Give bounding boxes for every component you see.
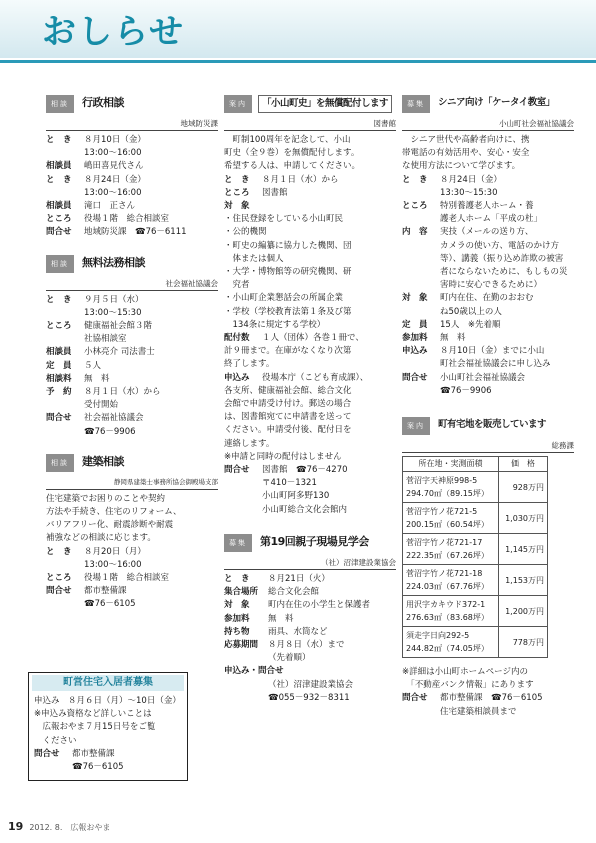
row-label: と き [46, 135, 72, 145]
row-value: 町内在住、在勤のおおむ [440, 293, 534, 304]
property-cell [403, 565, 499, 596]
row-label: 相談員 [46, 201, 72, 212]
text-line: は、図書館宛てに申請書を送って [224, 412, 352, 423]
section-org: 図書館 [224, 118, 396, 131]
info-row [224, 477, 396, 490]
property-cell [403, 472, 499, 503]
info-row [402, 240, 574, 253]
row-value: ☎76－9906 [84, 426, 136, 437]
section-choshi [224, 92, 396, 517]
row-value: ８月20日（月） [84, 546, 146, 557]
row-label [224, 692, 268, 705]
text-line: 連絡します。 [224, 438, 275, 449]
row-label: 問合せ [46, 413, 72, 424]
info-row [402, 358, 574, 371]
row-label [402, 706, 440, 719]
info-row [46, 426, 218, 439]
row-value: 役場本庁（こども育成課）、 [262, 372, 369, 383]
property-address: 菅沼字竹ノ花721-17 [406, 538, 483, 548]
section-badge: 案内 [402, 417, 430, 435]
row-value: 無 料 [268, 613, 294, 624]
row-value: 滝口 正さん [84, 201, 136, 212]
row-value: 小山町総合文化会館内 [262, 504, 348, 515]
row-value [262, 200, 396, 213]
row-label [46, 187, 84, 200]
table-row [403, 627, 548, 658]
info-row [46, 174, 218, 187]
text-line: 各支所、健康福祉会館、総合文化 [224, 385, 352, 396]
property-address: 菅沼字天神原998-5 [406, 476, 478, 486]
row-label [46, 147, 84, 160]
row-value: 小山町阿多野130 [262, 491, 330, 502]
info-row [402, 319, 574, 332]
row-value: 等）、講義（振り込め詐欺の被害 [440, 253, 564, 264]
info-row [224, 174, 396, 187]
text-line: 広報おやま７月15日号をご覧 [34, 722, 156, 733]
text-line: 体または個人 [224, 253, 284, 264]
info-row [46, 412, 218, 425]
row-value: 13:00～15:30 [84, 307, 142, 318]
section-gyosei [46, 92, 218, 240]
table-row [403, 565, 548, 596]
text-line: 究者 [224, 280, 250, 291]
info-row [402, 385, 574, 398]
row-value: ☎055－932－8311 [268, 692, 350, 703]
row-label: 問合せ [224, 465, 250, 476]
row-label: 問合せ [402, 372, 428, 383]
section-takuchi [402, 414, 574, 719]
row-value: ８月21日（火） [268, 573, 330, 584]
row-value: 都市整備課 [72, 748, 115, 759]
row-label: 定 員 [46, 360, 72, 371]
property-address: 用沢字カキウド372-1 [406, 600, 486, 610]
row-label [46, 559, 84, 572]
section-badge: 案内 [224, 95, 252, 113]
section-title: 行政相談 [82, 96, 124, 109]
text-line: ・学校（学校教育法第１条及び第 [224, 306, 352, 317]
text-line: 申込み ８月６日（月）～10日（金） [34, 696, 181, 706]
info-row [224, 626, 396, 639]
section-badge: 相談 [46, 95, 74, 113]
info-row [224, 692, 396, 705]
row-value: 特別養護老人ホーム・養 [440, 201, 534, 212]
row-value: ☎76－9906 [440, 385, 492, 396]
section-homu [46, 252, 218, 439]
row-label: 対 象 [224, 201, 250, 212]
info-row [402, 372, 574, 385]
section-badge: 募集 [224, 534, 252, 552]
row-value: 都市整備課 [84, 586, 127, 597]
info-row [46, 360, 218, 373]
row-value: 嶋田喜見代さん [84, 161, 144, 172]
info-row [46, 187, 218, 200]
property-area: 224.03㎡（67.76坪） [406, 582, 489, 592]
row-value: （社）沼津建設業協会 [268, 679, 354, 690]
page-number: 19 [8, 820, 24, 833]
text-line: シニア世代や高齢者向けに、携 [402, 135, 530, 145]
text-line: 希望する人は、申請してください。 [224, 161, 361, 172]
info-row [402, 266, 574, 279]
property-cell [403, 503, 499, 534]
text-line: ・公的機関 [224, 227, 267, 238]
row-label [46, 598, 84, 611]
col-header: 所在地・実測面積 [403, 457, 499, 472]
row-label: 定 員 [402, 319, 428, 330]
info-row [46, 585, 218, 598]
info-row [224, 613, 396, 626]
text-line: ・大学・博物館等の研究機関、研 [224, 267, 352, 278]
info-row [224, 639, 396, 652]
row-label: と き [402, 174, 428, 185]
property-area: 222.35㎡（67.26坪） [406, 551, 489, 561]
issue-label: 2012. 8. 広報おやま [29, 823, 111, 832]
row-label [402, 253, 440, 266]
row-value: ９月５日（水） [84, 294, 144, 305]
text-line: 町史（全９巻）を無償配付します。 [224, 148, 360, 159]
info-row [46, 333, 218, 346]
row-label [402, 306, 440, 319]
info-row [46, 598, 218, 611]
row-value: 町社会福祉協議会に申し込み [440, 359, 551, 370]
section-org: 総務課 [402, 440, 574, 453]
text-line: 134条に規定する学校） [224, 319, 326, 330]
row-value: ８月10日（金）までに小山 [440, 346, 545, 357]
info-row [46, 213, 218, 226]
section-title: 町営住宅入居者募集 [32, 675, 184, 691]
info-row [402, 200, 574, 213]
row-label: ところ [46, 573, 72, 584]
row-label [224, 504, 262, 517]
text-line: ※申込み資格など詳しいことは [34, 709, 152, 720]
col-header: 価 格 [498, 457, 547, 472]
row-value: 者にならないために、もしもの災 [440, 267, 568, 278]
row-value: ８月24日（金） [440, 174, 502, 185]
section-housing-recruit [28, 672, 188, 781]
row-label: ところ [46, 321, 72, 332]
info-row [402, 306, 574, 319]
info-row [224, 187, 396, 200]
row-label: 問合せ [402, 693, 428, 704]
text-line: 会館で申請受け付け。郵送の場合 [224, 399, 352, 410]
row-label: 参加料 [402, 333, 428, 344]
row-value: ね50歳以上の人 [440, 306, 502, 317]
row-label: 問合せ [46, 227, 72, 238]
row-value: 役場１階 総合相談室 [84, 214, 170, 225]
row-value: 地域防災課 ☎76－6111 [84, 227, 187, 238]
text-line: 帯電話の有効活用や、安心・安全 [402, 148, 530, 159]
row-value: ８月24日（金） [84, 174, 146, 185]
row-value: 〒410－1321 [262, 478, 317, 489]
row-value: 住宅建築相談員まで [440, 706, 517, 717]
text-line: ※申請と同時の配付はしません [224, 451, 342, 462]
page-title: おしらせ [42, 12, 185, 52]
row-value: ８月１日（水）から [84, 387, 161, 398]
text-line: 補強などの相談に応じます。 [46, 533, 156, 544]
row-label: 申込み [224, 372, 250, 383]
info-row [46, 346, 218, 359]
text-line: ください。申請受付後、配付日を [224, 425, 352, 436]
property-area: 244.82㎡（74.05坪） [406, 644, 489, 654]
row-label: 相談員 [46, 161, 72, 172]
property-price: 1,030万円 [498, 503, 547, 534]
info-row [46, 399, 218, 412]
property-price: 778万円 [498, 627, 547, 658]
info-row [402, 174, 574, 187]
info-row [46, 147, 218, 160]
row-value: 無 料 [84, 373, 110, 384]
text-line: 町制100周年を記念して、小山 [224, 135, 351, 145]
row-label [224, 490, 262, 503]
row-label: ところ [402, 201, 428, 212]
table-row [403, 596, 548, 627]
row-value: 町内在住の小学生と保護者 [268, 600, 371, 611]
property-address: 菅沼字竹ノ花721-5 [406, 507, 478, 517]
row-value: 受付開始 [84, 400, 119, 411]
row-value: 13:00～16:00 [84, 187, 142, 198]
info-row [402, 213, 574, 226]
row-label: 集合場所 [224, 587, 259, 598]
info-row [224, 332, 396, 345]
info-row [402, 226, 574, 239]
info-row [224, 679, 396, 692]
row-value: 13:00～16:00 [84, 559, 142, 570]
info-row [46, 307, 218, 320]
row-value: 実技（メールの送り方、 [440, 227, 534, 238]
row-value: ８月１日（水）から [262, 174, 339, 185]
info-row [224, 652, 396, 665]
property-cell [403, 627, 499, 658]
row-label: 問合せ [46, 586, 72, 597]
property-area: 294.70㎡（89.15坪） [406, 489, 489, 499]
info-row [224, 464, 396, 477]
section-kengaku [224, 531, 396, 705]
property-address: 須走字日向292-5 [406, 631, 470, 641]
row-label [402, 187, 440, 200]
text-line: バリアフリー化、耐震診断や耐震 [46, 520, 174, 531]
column-right [402, 92, 574, 731]
text-line: ・小山町企業懇話会の所属企業 [224, 293, 344, 304]
text-line: 終了します。 [224, 359, 275, 370]
row-label [402, 240, 440, 253]
row-label [46, 399, 84, 412]
text-line: 住宅建築でお困りのことや契約 [46, 493, 166, 504]
property-area: 200.15㎡（60.54坪） [406, 520, 489, 530]
info-row [224, 665, 396, 678]
row-label: 対 象 [224, 600, 250, 611]
row-value: ８月10日（金） [84, 135, 146, 145]
section-title: 建築相談 [82, 454, 124, 468]
section-org: 地域防災課 [46, 118, 218, 131]
row-value: 13:00～16:00 [84, 148, 142, 159]
info-row [402, 345, 574, 358]
info-row [46, 572, 218, 585]
row-value: ５人 [84, 360, 102, 371]
info-row [402, 332, 574, 345]
row-label: と き [224, 174, 250, 185]
header-rule [0, 60, 596, 63]
row-value: ☎76－6105 [72, 762, 124, 773]
row-value: 13:30～15:30 [440, 187, 498, 198]
row-label: 内 容 [402, 227, 428, 238]
row-value: 無 料 [440, 333, 466, 344]
section-title: 第19回親子現場見学会 [260, 534, 369, 548]
info-row [46, 200, 218, 213]
info-row [402, 692, 574, 705]
property-price: 1,145万円 [498, 534, 547, 565]
section-title: シニア向け「ケータイ教室」 [438, 97, 555, 108]
info-row [46, 320, 218, 333]
row-value: 図書館 [262, 187, 288, 198]
text-line: ・町史の編纂に協力した機関、団 [224, 240, 352, 251]
row-label: 対 象 [402, 293, 428, 304]
row-label: と き [46, 546, 72, 557]
column-middle [224, 92, 396, 717]
info-row [46, 160, 218, 173]
row-value: 15人 ※先着順 [440, 319, 501, 330]
property-price: 928万円 [498, 472, 547, 503]
info-row [402, 279, 574, 292]
row-label [34, 761, 72, 774]
row-label: と き [46, 294, 72, 305]
row-label: と き [46, 174, 72, 185]
row-label: 相談料 [46, 373, 72, 384]
row-label [224, 679, 268, 692]
info-row [224, 490, 396, 503]
row-label [402, 279, 440, 292]
text-line: 計９冊まで。在庫がなくなり次第 [224, 346, 352, 357]
info-row [402, 253, 574, 266]
info-row [46, 546, 218, 559]
row-value: 小林亮介 司法書士 [84, 347, 155, 358]
row-label: 相談員 [46, 347, 72, 358]
info-row [224, 200, 396, 213]
page-header [0, 0, 596, 70]
section-kenchiku [46, 451, 218, 612]
info-row [46, 294, 218, 307]
row-label: 参加料 [224, 613, 250, 624]
row-label: 申込み・問合せ [224, 666, 284, 677]
info-row [46, 386, 218, 399]
property-area: 276.63㎡（83.68坪） [406, 613, 489, 623]
info-row [224, 504, 396, 517]
row-label: と き [224, 573, 250, 584]
info-row [402, 292, 574, 305]
row-value: カメラの使い方、電話のかけ方 [440, 240, 560, 251]
row-value: 護老人ホーム「平成の杜」 [440, 214, 543, 225]
section-org: 社会福祉協議会 [46, 278, 218, 291]
table-row [403, 503, 548, 534]
info-row [46, 559, 218, 572]
row-value: ８月８日（水）まで [268, 639, 345, 650]
row-label: 応募期間 [224, 639, 259, 650]
property-cell [403, 534, 499, 565]
property-address: 菅沼字竹ノ花721-18 [406, 569, 483, 579]
info-row [46, 134, 218, 147]
text-line: 「不動産バンク情報」にあります [402, 680, 534, 691]
row-value: 都市整備課 ☎76－6105 [440, 693, 543, 704]
row-label [224, 477, 262, 490]
table-row [403, 534, 548, 565]
section-title: 町有宅地を販売しています [438, 419, 547, 431]
column-left [46, 92, 218, 624]
section-org: 静岡県建築士事務所協会御殿場支部 [46, 477, 218, 490]
text-line: 方法や手続き、住宅のリフォーム、 [46, 507, 182, 518]
row-label [402, 213, 440, 226]
text-line: な使用方法について学びます。 [402, 161, 521, 172]
section-title: 無料法務相談 [82, 255, 145, 269]
row-label: 配付数 [224, 333, 250, 344]
row-label [46, 426, 84, 439]
row-label: ところ [224, 187, 250, 198]
section-keitai [402, 92, 574, 398]
info-row [224, 573, 396, 586]
property-price: 1,153万円 [498, 565, 547, 596]
row-label [224, 652, 268, 665]
property-cell [403, 596, 499, 627]
text-line: ください [34, 735, 77, 746]
row-value: ☎76－6105 [84, 599, 136, 610]
info-row [34, 761, 182, 774]
row-label [46, 307, 84, 320]
row-value: 社会福祉協議会 [84, 413, 144, 424]
section-badge: 相談 [46, 255, 74, 273]
info-row [224, 599, 396, 612]
text-line: ※詳細は小山町ホームページ内の [402, 667, 528, 678]
section-org: （社）沼津建設業協会 [224, 557, 396, 570]
info-row [402, 706, 574, 719]
row-value: １人（団体）各巻１冊で、 [262, 333, 364, 344]
row-label [46, 333, 84, 346]
property-price: 1,200万円 [498, 596, 547, 627]
row-value: 役場１階 総合相談室 [84, 573, 170, 584]
info-row [46, 226, 218, 239]
row-value: 害時に安心できるために） [440, 280, 543, 291]
info-row [34, 748, 182, 761]
table-row [403, 472, 548, 503]
text-line: ・住民登録をしている小山町民 [224, 214, 344, 225]
property-table [402, 456, 548, 658]
info-row [402, 187, 574, 200]
row-value: 小山町社会福祉協議会 [440, 372, 526, 383]
row-value: 雨具、水筒など [268, 626, 328, 637]
row-label: 問合せ [34, 748, 60, 759]
row-label [402, 266, 440, 279]
row-label [402, 358, 440, 371]
row-label: 申込み [402, 346, 428, 357]
section-badge: 相談 [46, 454, 74, 472]
row-label: 予 約 [46, 387, 72, 398]
row-label: ところ [46, 214, 72, 225]
row-label [402, 385, 440, 398]
row-value: 図書館 ☎76－4270 [262, 465, 348, 476]
row-value [284, 665, 396, 678]
info-row [46, 373, 218, 386]
row-value: （先着順） [268, 653, 311, 664]
row-value: 総合文化会館 [268, 587, 320, 598]
info-row [224, 586, 396, 599]
row-label: 持ち物 [224, 626, 250, 637]
row-value: 社協相談室 [84, 334, 127, 345]
page-footer [8, 820, 110, 834]
section-title: 「小山町史」を無償配付します [258, 95, 392, 113]
section-org: 小山町社会福祉協議会 [402, 118, 574, 131]
section-badge: 募集 [402, 95, 430, 113]
row-value: 健康福祉会館３階 [84, 321, 153, 332]
info-row [224, 372, 396, 385]
